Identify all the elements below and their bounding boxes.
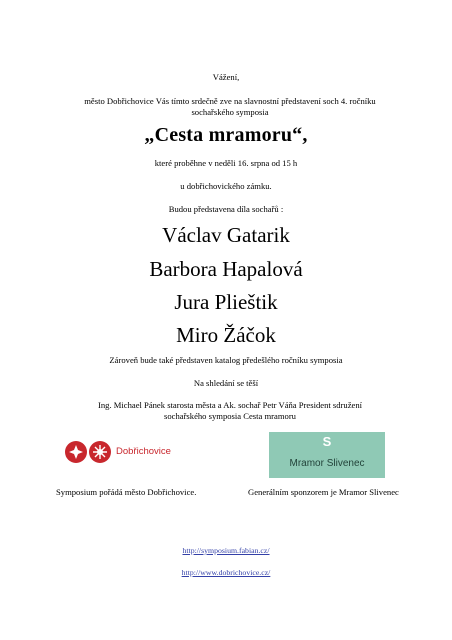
goodbye-line: Na shledání se těší <box>193 378 259 388</box>
signature-line: Ing. Michael Pánek starosta města a Ak. sochař Petr Váňa President sdružení <box>97 400 363 410</box>
artists-intro: Budou představena díla sochařů : <box>168 204 284 214</box>
logo-text: Mramor Slivenec <box>289 458 365 469</box>
signature <box>40 400 420 422</box>
organizer-note: Symposium pořádá město Dobřichovice. <box>56 487 197 497</box>
coat-of-arms-icon <box>65 441 87 463</box>
place-line: u dobřichovického zámku. <box>180 181 272 191</box>
catalog-line: Zároveň bude také představen katalog předešlého ročníku symposia <box>109 355 343 365</box>
event-title: „Cesta mramoru“, <box>144 124 308 146</box>
date-line: které proběhne v neděli 16. srpna od 15 h <box>154 158 298 168</box>
artist-name: Miro Žáčok <box>176 323 276 347</box>
invitation-line: sochařského symposia <box>191 107 269 117</box>
dobrichovice-link[interactable]: http://www.dobrichovice.cz/ <box>181 568 271 577</box>
artist-name: Václav Gatarik <box>162 223 290 247</box>
artist-name: Jura Plieštik <box>174 290 278 314</box>
dobrichovice-logo <box>56 440 196 468</box>
sponsor-note: Generálním sponzorem je Mramor Slivenec <box>248 487 399 497</box>
logo-symbol: S <box>322 434 332 449</box>
coat-of-arms-icon <box>89 441 111 463</box>
logo-text: Dobřichovice <box>116 446 171 457</box>
invitation-line: město Dobřichovice Vás tímto srdečně zve na slavnostní představení soch 4. ročníku <box>84 96 376 106</box>
artist-name: Barbora Hapalová <box>149 257 303 281</box>
symposium-link[interactable]: http://symposium.fabian.cz/ <box>182 546 270 555</box>
invitation-text <box>40 96 420 118</box>
greeting: Vážení, <box>212 72 240 82</box>
signature-line: sochařského symposia Cesta mramoru <box>164 411 296 421</box>
mramor-slivenec-logo <box>269 432 385 478</box>
